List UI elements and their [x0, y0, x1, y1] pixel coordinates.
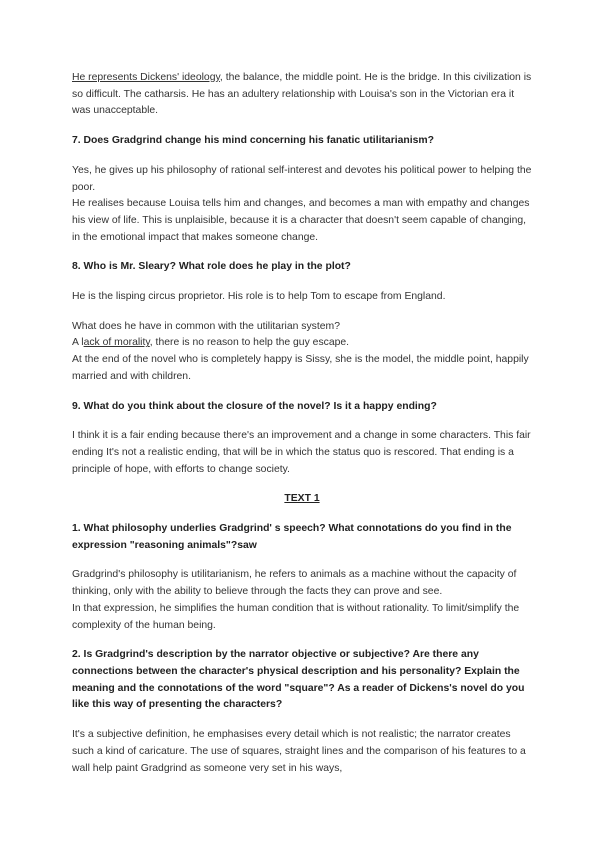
answer-8-prefix: A l	[72, 337, 84, 349]
text1-answer-1-part-2: In that expression, he simplifies the human condition that is without rationality. To limit/simplify the complexity of the human being.	[72, 602, 520, 631]
question-7: 7. Does Gradgrind change his mind concerning his fanatic utilitarianism?	[72, 135, 435, 147]
answer-8-part-4: At the end of the novel who is completely happy is Sissy, she is the model, the middle point, happily married and with children.	[72, 354, 529, 382]
text1-question-1: 1. What philosophy underlies Gradgrind' s speech? What connotations do you find in the expression "reasoning animals"?saw	[72, 523, 512, 551]
text1-answer-1-part-1: Gradgrind's philosophy is utilitarianism, he refers to animals as a machine without the capacity of thinking, only with the ability to believe through the facts they can prove and see.	[72, 569, 517, 598]
answer-7-part-1: Yes, he gives up his philosophy of rational self-interest and devotes his political power to helping the poor.	[72, 164, 532, 193]
answer-9: I think it is a fair ending because there's an improvement and a change in some characters. This fair ending It's not a realistic ending, that will be in which the status quo is rescored. That ending is a principle of hope, with efforts to change society.	[72, 430, 531, 475]
answer-7-part-2: He realises because Louisa tells him and changes, and becomes a man with empathy and changes his view of life. This is unplaisible, because it is a character that doesn't seem capable of changing, in the emotional impact that makes someone change.	[72, 198, 530, 243]
intro-text: , the balance, the middle point. He is the bridge. In this civilization is so difficult. The catharsis. He has an adultery relationship with Louisa's son in the Victorian era it was unacceptable.	[72, 72, 532, 117]
intro-paragraph	[72, 70, 532, 120]
intro-underlined-text: He represents Dickens' ideology	[72, 72, 220, 83]
answer-8-underlined: ack of morality	[83, 337, 150, 349]
answer-8-part-3	[72, 335, 532, 352]
text1-question-2: 2. Is Gradgrind's description by the narrator objective or subjective? Are there any connections between the character's physical description and his personality? Explain the meaning and the connotations of the word "square"? As a reader of Dickens's novel do you like this way of presenting the characters?	[72, 649, 525, 711]
answer-8-part-2: What does he have in common with the utilitarian system?	[72, 320, 340, 332]
question-9: 9. What do you think about the closure of the novel? Is it a happy ending?	[72, 400, 437, 412]
section-heading-text: TEXT 1	[284, 493, 320, 505]
answer-8-part-1: He is the lisping circus proprietor. His role is to help Tom to escape from England.	[72, 291, 446, 303]
section-heading	[72, 491, 532, 508]
answer-8-rest: , there is no reason to help the guy escape.	[149, 337, 350, 349]
question-8: 8. Who is Mr. Sleary? What role does he play in the plot?	[72, 261, 351, 273]
text1-answer-2: It's a subjective definition, he emphasises every detail which is not realistic; the narrator creates such a kind of caricature. The use of squares, straight lines and the comparison of his features to a wall help paint Gradgrind as someone very set in his ways,	[72, 729, 526, 774]
document-page	[72, 70, 532, 777]
